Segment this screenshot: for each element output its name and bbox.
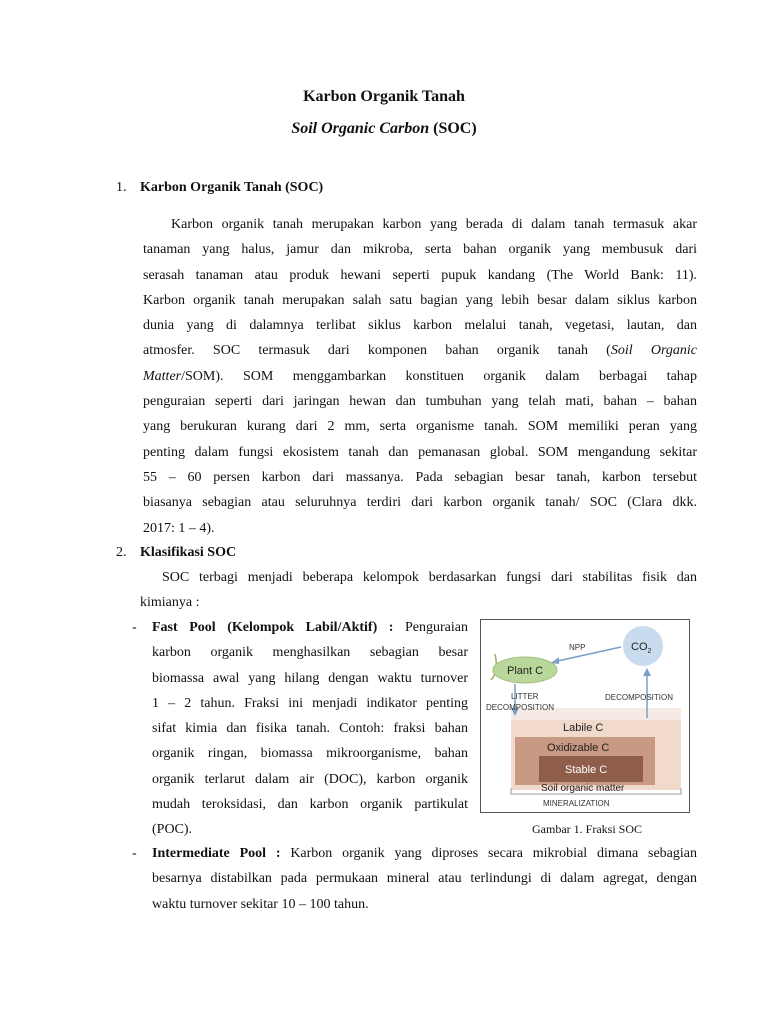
paragraph-line: 2017: 1 – 4). [143,520,215,536]
paragraph-line-with-label [152,615,468,640]
paragraph-line: 55 – 60 persen karbon dari massanya. Pada sebagian besar tanah, karbon tersebut [143,469,697,485]
section-2-heading: Klasifikasi SOC [140,545,237,560]
litter-label: LITTER [511,692,539,701]
mineralization-label: MINERALIZATION [543,799,610,808]
paragraph-line-text: atmosfer. SOC termasuk dari komponen bahan organik tanah ( [143,343,611,359]
soc-fraction-figure [480,619,690,813]
paragraph-line: biomassa awal yang hilang dengan waktu turnover [152,670,468,686]
labile-c-label: Labile C [563,722,604,734]
npp-arrow-line [553,647,621,662]
subtitle-rest: (SOC) [429,120,477,137]
section-2-number: 2. [116,545,127,560]
paragraph-line: mudah teroksidasi, dan karbon organik partikulat [152,797,468,813]
paragraph-line: SOC terbagi menjadi beberapa kelompok berdasarkan fungsi dari stabilitas fisik dan [162,570,697,585]
soc-diagram [481,620,689,812]
italic-term-matter: Matter [143,368,182,384]
npp-label: NPP [569,643,586,652]
npp-arrowhead-icon [551,657,559,664]
stable-c-label: Stable C [565,764,608,776]
co2-subscript: 2 [647,648,652,655]
intermediate-pool-label: Intermediate Pool : [152,846,281,861]
paragraph-line: penguraian seperti dari jaringan hewan dan tumbuhan yang telah mati, bahan – bahan [143,394,697,410]
paragraph-line: waktu turnover sekitar 10 – 100 tahun. [152,896,369,912]
section-1-heading: Karbon Organik Tanah (SOC) [140,180,324,195]
section-1-number: 1. [116,180,127,195]
paragraph-line: Karbon organik tanah merupakan karbon yang berada di dalam tanah termasuk akar [171,217,697,232]
subtitle-italic: Soil Organic Carbon [291,120,430,137]
paragraph-line-text: /SOM). SOM menggambarkan konstituen organik dalam berbagai tahap [181,368,697,384]
paragraph-line: tanaman yang halus, jamur dan mikroba, serta bahan organik yang membusuk dari [143,242,697,258]
fast-pool-item [152,615,468,843]
paragraph-line-text: Penguraian [393,620,468,635]
paragraph-line: biasanya sebagian atau seluruhnya terdiri dari karbon organik tanah/ SOC (Clara dkk. [143,495,697,511]
paragraph-line: yang berukuran kurang dari 2 mm, serta organisme tanah. SOM memiliki peran yang [143,419,697,435]
paragraph-line-with-term [143,364,697,389]
paragraph-line: penting dalam fungsi ekosistem tanah dan pemanasan global. SOM mengandung sekitar [143,444,697,460]
paragraph-line-with-label [152,841,697,866]
oxidizable-c-label: Oxidizable C [547,742,610,754]
paragraph-line: Karbon organik tanah merupakan salah satu bagian yang lebih besar dalam siklus karbon [143,292,697,308]
paragraph-line: (POC). [152,822,193,838]
fast-pool-label: Fast Pool (Kelompok Labil/Aktif) : [152,620,394,635]
intermediate-pool-item [152,841,697,917]
paragraph-line: serasah tanaman atau produk hewani seperti pupuk kandang (The World Bank: 11). [143,267,697,283]
paragraph-line: 1 – 2 tahun. Fraksi ini menjadi indikator penting [152,695,468,711]
paragraph-line-with-term [143,338,697,363]
plant-c-label: Plant C [507,665,544,677]
co2-text: CO [631,641,648,653]
bullet-dash: - [132,846,137,861]
paragraph-line: organik terlarut dalam air (DOC), karbon organik [152,771,468,787]
paragraph-line: besarnya distabilkan pada permukaan mineral atau terlindungi di dalam agregat, dengan [152,871,697,887]
document-title: Karbon Organik Tanah [303,88,465,105]
decomposition-label: DECOMPOSITION [605,693,674,702]
litter-decomposition-label: DECOMPOSITION [486,703,555,712]
paragraph-line: kimianya : [140,595,200,611]
document-subtitle [0,120,768,138]
paragraph-line: organik ringan, biomassa mikroorganisme, bahan [152,746,468,762]
paragraph-line-text: Karbon organik yang diproses secara mikrobial dimana sebagian [280,846,697,861]
paragraph-line: dunia yang di dalamnya terlibat siklus karbon melalui tanah, vegetasi, lautan, dan [143,318,697,334]
figure-caption: Gambar 1. Fraksi SOC [532,822,642,836]
soil-organic-matter-label: Soil organic matter [541,783,625,794]
paragraph-line: sifat kimia dan fisika tanah. Contoh: fraksi bahan [152,721,468,737]
section-2-intro [140,565,697,616]
bullet-dash: - [132,620,137,635]
italic-term: Soil Organic [610,343,697,359]
section-1-paragraph [143,212,697,541]
paragraph-line: karbon organik menghasilkan sebagian besar [152,645,468,661]
decomposition-arrowhead-icon [643,668,651,676]
